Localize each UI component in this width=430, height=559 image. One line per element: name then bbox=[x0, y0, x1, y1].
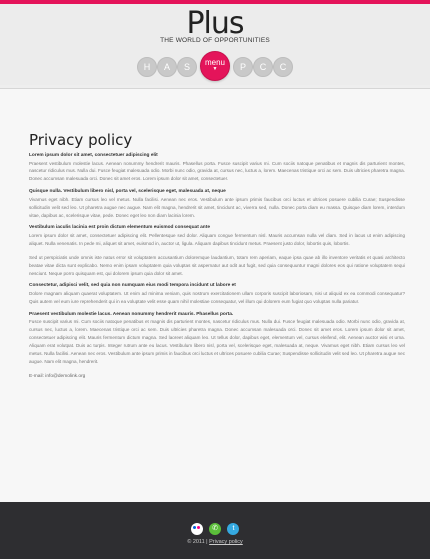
main-nav bbox=[0, 51, 430, 81]
twitter-icon[interactable]: t bbox=[227, 523, 239, 535]
policy-section bbox=[29, 153, 405, 183]
section-body: Fusce suscipit varius mi. Cum sociis natoque penatibus et magnis dis parturient montes, nascetur ridiculus mus. Nulla dui. Fusce feugiat malesuada odio. Morbi nunc odio, gravida at, cursus nec, luctus a, lorem. Maecenas tristique orci ac sem. Duis ultricies pharetra magna. Donec accumsan malesuada orci. Donec sit amet eros. Lorem ipsum dolor sit amet, consectetuer adipiscing elit. Mauris fermentum dictum magna. Sed laoreet aliquam leo. Ut tellus dolor, dapibus eget, elementum vel, cursus eleifend, elit. Aenean auctor wisi et urna. Aliquam erat volutpat. Duis ac turpis. Integer rutrum ante eu lacus. Vestibulum libero nisl, porta vel, scelerisque eget, malesuada at, neque. Vivamus eget nibh. Etiam cursus leo vel metus. Nulla facilisi. Aenean nec eros. Vestibulum ante ipsum primis in faucibus orci luctus et ultrices posuere cubilia Curae; Suspendisse sollicitudin velit sed leo. Ut pharetra augue nec augue. Nam elit magna, hendrerit. bbox=[29, 319, 405, 364]
contact-email-line bbox=[29, 374, 405, 380]
nav-item-menu[interactable] bbox=[200, 51, 230, 81]
nav-item-s[interactable]: S bbox=[177, 57, 197, 77]
section-heading: Consectetur, adipisci velit, sed quia non numquam eius modi tempora incidunt ut labore et bbox=[29, 283, 236, 289]
nav-menu-label: menu bbox=[204, 58, 225, 67]
policy-section bbox=[29, 254, 405, 278]
section-body: Vivamus eget nibh. Etiam cursus leo vel metus. Nulla facilisi. Aenean nec eros. Vestibulum ante ipsum primis faucibus orci luctus et ultrices posuere cubilia Curae; Suspendisse sollicitudin velit sed leo. Ut pharetra augue nec augue. Nam elit magna, hendrerit sit amet, tincidunt ac, viverra sed, nulla. Donec porta diam eu massa. Quisque diam lorem, interdum vitae, dapibus ac, scelerisque vitae, pede. Donec eget leo non diam lacinia lorem. bbox=[29, 196, 405, 218]
nav-item-c[interactable]: C bbox=[253, 57, 273, 77]
section-body: Dolore magnam aliquam quaerat voluptatem. Ut enim ad minima veniam, quis nostrum exercitationem ullam corporis suscipit laboriosam, nisi ut aliquid ex ea commodi consequatur? Quis autem vel eum iure reprehenderit qui in ea voluptate velit esse quam nihil molestiae consequatur, vel illum qui dolorem eum fugiat quo voluptas nulla pariatur. bbox=[29, 290, 405, 304]
section-body: Praesent vestibulum molestie lacus. Aenean nonummy hendrerit mauris. Phasellus porta. Fusce suscipit varius mi. Cum sociis natoque penatibus et magnis dis parturient montes, nascetur ridiculus mus. Nulla dui. Fusce feugiat malesuada odio. Morbi nunc odio, gravida at, cursus nec, luctus a, lorem. Maecenas tristique orci ac sem. Duis ultricies pharetra magna. Donec accumsan malesuada orci. Donec sit amet eros. Lorem ipsum dolor sit amet, consectetuer. bbox=[29, 160, 405, 182]
section-heading: Praesent vestibulum molestie lacus. Aenean nonummy hendrerit mauris. Phasellus porta. bbox=[29, 311, 234, 317]
email-link[interactable]: info@demolink.org bbox=[45, 373, 86, 379]
social-icons bbox=[0, 520, 430, 534]
flickr-icon[interactable] bbox=[191, 523, 203, 535]
email-label: E-mail: bbox=[29, 373, 44, 379]
chevron-down-icon: ▼ bbox=[212, 66, 218, 72]
policy-section bbox=[29, 189, 405, 219]
copyright-line bbox=[0, 538, 430, 546]
page-title: Privacy policy bbox=[29, 131, 133, 149]
section-heading: Lorem ipsum dolor sit amet, consectetuer adipiscing elit bbox=[29, 153, 158, 158]
nav-item-h[interactable]: H bbox=[137, 57, 157, 77]
section-heading: Vestibulum iaculis lacinia est proin dictum elementum euismod consequat ante bbox=[29, 225, 210, 231]
phone-icon[interactable]: ✆ bbox=[209, 523, 221, 535]
copyright-text: © 2011 | bbox=[187, 539, 208, 545]
policy-sections bbox=[29, 153, 405, 380]
section-heading: Quisque nulla. Vestibulum libero nisl, porta vel, scelerisque eget, malesuada at, neque bbox=[29, 189, 226, 195]
main-content bbox=[0, 89, 430, 502]
section-body: Sed ut perspiciatis unde omnis iste natus error sit voluptatem accusantium doloremque laudantium, totam rem aperiam, eaque ipsa quae ab illo inventore veritatis et quasi architecto beatae vitae dicta sunt explicabo. Nemo enim ipsam voluptatem quia voluptas sit aspernatur aut odit aut fugit, sed quia consequuntur magni dolores eos qui ratione voluptatem sequi nesciunt. Neque porro quisquam est, qui dolorem ipsum quia dolor sit amet. bbox=[29, 254, 405, 276]
policy-section bbox=[29, 283, 405, 305]
nav-item-c2[interactable]: C bbox=[273, 57, 293, 77]
nav-item-p[interactable]: P bbox=[233, 57, 253, 77]
policy-section bbox=[29, 312, 405, 366]
nav-item-a[interactable]: A bbox=[157, 57, 177, 77]
privacy-policy-link[interactable]: Privacy policy bbox=[209, 539, 243, 545]
footer bbox=[0, 502, 430, 559]
policy-section bbox=[29, 225, 405, 247]
header bbox=[0, 4, 430, 85]
site-tagline: THE WORLD OF OPPORTUNITIES bbox=[160, 37, 270, 44]
site-logo[interactable]: Plus bbox=[186, 6, 244, 41]
section-body: Lorem ipsum dolor sit amet, consectetuer adipiscing elit. Pellentesque sed dolor. Aliquam congue fermentum nisl. Mauris accumsan nulla vel diam. Sed in lacus ut enim adipiscing aliquet. Nulla venenatis. In pede mi, aliquet sit amet, euismod in, auctor ut, ligula. Aliquam dapibus tincidunt metus. Praesent justo dolor, lobortis quis, lobortis. bbox=[29, 232, 405, 246]
